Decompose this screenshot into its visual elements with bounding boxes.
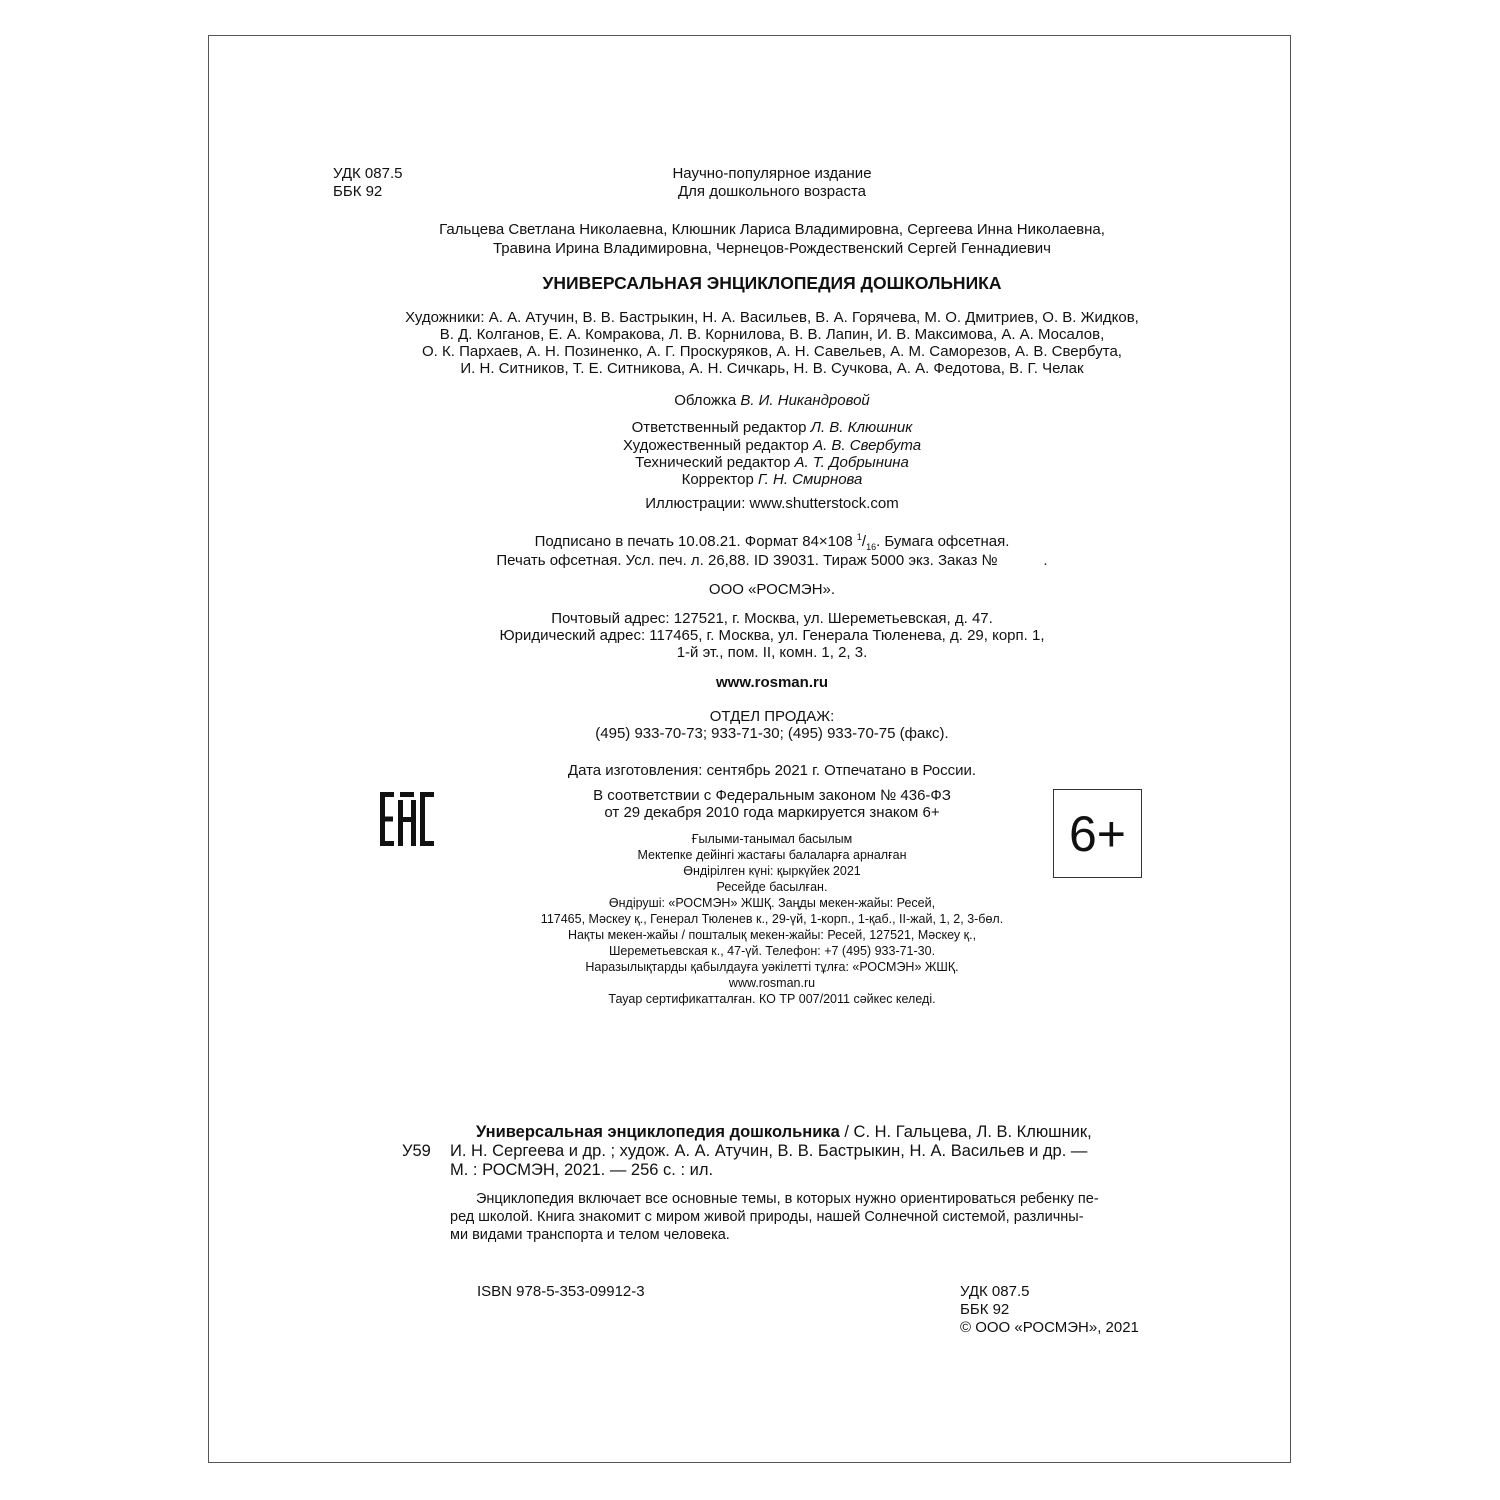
- postal-address: Почтовый адрес: 127521, г. Москва, ул. Шереметьевская, д. 47.: [551, 610, 993, 627]
- book-title: УНИВЕРСАЛЬНАЯ ЭНЦИКЛОПЕДИЯ ДОШКОЛЬНИКА: [542, 273, 1002, 293]
- copyright: © ООО «РОСМЭН», 2021: [960, 1319, 1139, 1336]
- format-fraction-numerator: 1: [856, 532, 862, 542]
- cover-label: Обложка: [674, 392, 737, 409]
- editor-name: Г. Н. Смирнова: [758, 471, 863, 488]
- authors-line-1: Гальцева Светлана Николаевна, Клюшник Лариса Владимировна, Сергеева Инна Николаевна,: [439, 221, 1105, 238]
- authors-line-2: Травина Ирина Владимировна, Чернецов-Рождественский Сергей Геннадиевич: [492, 240, 1051, 257]
- top-bbk: ББК 92: [333, 183, 383, 200]
- editor-label: Технический редактор: [635, 454, 791, 471]
- editor-label: Корректор: [681, 471, 754, 488]
- catalog-line-1: [476, 1122, 1092, 1142]
- annotation-line-3: ми видами транспорта и телом человека.: [450, 1227, 730, 1243]
- website-link[interactable]: www.rosman.ru: [716, 674, 828, 691]
- artists-line-2: В. Д. Колганов, Е. А. Комракова, Л. В. Корнилова, В. В. Лапин, И. В. Максимова, А. А. Мосалов,: [439, 326, 1105, 343]
- editor-name: А. В. Свербута: [813, 437, 922, 454]
- top-udk: УДК 087.5: [333, 165, 403, 182]
- law-line-2: от 29 декабря 2010 года маркируется знаком 6+: [604, 804, 940, 821]
- editor-responsible: [22, 419, 1500, 437]
- editor-corrector: [22, 471, 1500, 489]
- illustrations-credit: Иллюстрации: www.shutterstock.com: [645, 495, 899, 512]
- catalog-code: У59: [402, 1142, 431, 1160]
- print-line-1-b: . Бумага офсетная.: [876, 533, 1010, 550]
- kazakh-line-8: Шереметьевская к., 47-үй. Телефон: +7 (495) 933-71-30.: [608, 944, 936, 958]
- artists-line-3: О. К. Пархаев, А. Н. Позиненко, А. Г. Проскуряков, А. Н. Савельев, А. М. Саморезов, А. В. Свербута,: [422, 343, 1122, 360]
- editor-label: Ответственный редактор: [631, 419, 807, 436]
- law-line-1: В соответствии с Федеральным законом № 436-ФЗ: [593, 787, 951, 804]
- catalog-line-2: И. Н. Сергеева и др. ; худож. А. А. Атучин, В. В. Бастрыкин, Н. А. Васильев и др. —: [450, 1142, 1088, 1160]
- kazakh-line-10: www.rosman.ru: [728, 976, 816, 990]
- artists-line-1: Художники: А. А. Атучин, В. В. Бастрыкин, Н. А. Васильев, В. А. Горячева, М. О. Дмитриев, О. В. Жидков,: [405, 309, 1139, 326]
- cover-name: В. И. Никандровой: [740, 392, 870, 409]
- editor-name: А. Т. Добрынина: [794, 454, 909, 471]
- publisher: ООО «РОСМЭН».: [708, 581, 836, 598]
- kazakh-line-6: 117465, Мәскеу қ., Генерал Тюленев к., 29-үй, 1-корп., 1-қаб., ІІ-жай, 1, 2, 3-бөл.: [540, 912, 1004, 926]
- catalog-line-3: М. : РОСМЭН, 2021. — 256 с. : ил.: [450, 1161, 714, 1179]
- artists-line-4: И. Н. Ситников, Т. Е. Ситникова, А. Н. Сичкарь, Н. В. Сучкова, А. А. Федотова, В. Г. Челак: [460, 360, 1084, 377]
- editor-art: [22, 437, 1500, 455]
- print-line-2: Печать офсетная. Усл. печ. л. 26,88. ID 39031. Тираж 5000 экз. Заказ № .: [496, 552, 1048, 569]
- bottom-udk: УДК 087.5: [960, 1283, 1030, 1300]
- sales-label: ОТДЕЛ ПРОДАЖ:: [709, 708, 835, 725]
- header-line-1: Научно-популярное издание: [672, 165, 872, 182]
- format-fraction-denominator: 16: [866, 542, 877, 552]
- kazakh-line-4: Ресейде басылған.: [716, 880, 828, 894]
- kazakh-line-5: Өндіруші: «РОСМЭН» ЖШҚ. Заңды мекен-жайы: Ресей,: [608, 896, 936, 910]
- kazakh-line-1: Ғылыми-танымал басылым: [691, 832, 853, 846]
- cover-credit: [22, 392, 1500, 410]
- annotation-line-2: ред школой. Книга знакомит с миром живой природы, нашей Солнечной системой, различны-: [450, 1209, 1084, 1225]
- sales-phones: (495) 933-70-73; 933-71-30; (495) 933-70-75 (факс).: [595, 725, 949, 742]
- kazakh-line-2: Мектепке дейінгі жастағы балаларға арналған: [637, 848, 907, 862]
- legal-address-cont: 1-й эт., пом. II, комн. 1, 2, 3.: [676, 644, 868, 661]
- isbn: ISBN 978-5-353-09912-3: [477, 1283, 645, 1300]
- editor-technical: [22, 454, 1500, 472]
- editor-label: Художественный редактор: [622, 437, 809, 454]
- catalog-line-1-rest: / С. Н. Гальцева, Л. В. Клюшник,: [839, 1123, 1092, 1141]
- kazakh-line-3: Өндірілген күні: қыркүйек 2021: [683, 864, 861, 878]
- kazakh-line-9: Наразылықтарды қабылдауға уәкілетті тұлға: «РОСМЭН» ЖШҚ.: [585, 960, 959, 974]
- kazakh-line-11: Тауар сертификатталған. КО ТР 007/2011 сәйкес келеді.: [608, 992, 936, 1006]
- bottom-bbk: ББК 92: [960, 1301, 1010, 1318]
- header-line-2: Для дошкольного возраста: [678, 183, 866, 200]
- annotation-line-1: Энциклопедия включает все основные темы, в которых нужно ориентироваться ребенку пе-: [476, 1191, 1099, 1207]
- print-line-1-a: Подписано в печать 10.08.21. Формат 84×108: [534, 533, 857, 550]
- print-line-1: Подписано в печать 10.08.21. Формат 84×108 $^1/_{16}$. Бумага офсетная.: [534, 532, 1010, 552]
- legal-address: Юридический адрес: 117465, г. Москва, ул. Генерала Тюленева, д. 29, корп. 1,: [499, 627, 1045, 644]
- editor-name: Л. В. Клюшник: [810, 419, 913, 436]
- catalog-title: Универсальная энциклопедия дошкольника: [476, 1123, 840, 1141]
- manufacture-date: Дата изготовления: сентябрь 2021 г. Отпечатано в России.: [567, 762, 977, 779]
- age-rating-badge: 6+: [1053, 789, 1142, 878]
- kazakh-line-7: Нақты мекен-жайы / пошталық мекен-жайы: Ресей, 127521, Мәскеу қ.,: [567, 928, 977, 942]
